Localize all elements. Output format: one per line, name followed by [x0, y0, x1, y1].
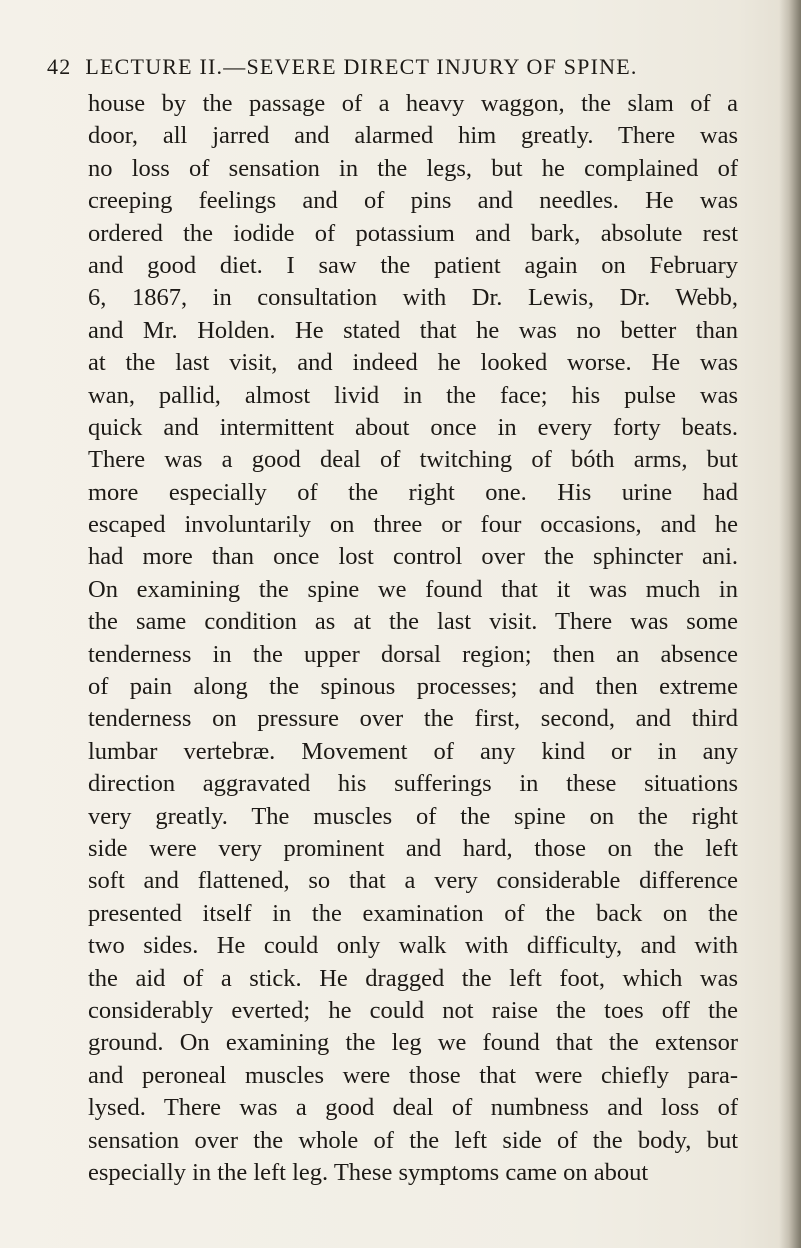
text-line: On examining the spine we found that it was much in: [88, 575, 738, 603]
text-line: house by the passage of a heavy waggon, the slam of a: [88, 90, 738, 117]
text-line: 6, 1867, in consultation with Dr. Lewis, Dr. Webb,: [88, 284, 738, 312]
text-line: wan, pallid, almost livid in the face; his pulse was: [88, 381, 738, 409]
body-text: [88, 88, 738, 1189]
text-line: no loss of sensation in the legs, but he complained of: [88, 154, 738, 182]
text-line: soft and flattened, so that a very considerable difference: [88, 867, 738, 895]
text-line: and peroneal muscles were those that were chiefly para-: [88, 1061, 738, 1089]
text-line: side were very prominent and hard, those on the left: [88, 834, 738, 862]
running-head: [47, 54, 727, 80]
text-line: more especially of the right one. His urine had: [88, 478, 738, 506]
running-title: LECTURE II.—SEVERE DIRECT INJURY OF SPINE.: [85, 54, 638, 79]
text-line: and Mr. Holden. He stated that he was no better than: [88, 316, 738, 344]
text-line: lumbar vertebræ. Movement of any kind or in any: [88, 737, 738, 765]
text-line: ordered the iodide of potassium and bark, absolute rest: [88, 219, 738, 247]
text-line: very greatly. The muscles of the spine on the right: [88, 802, 738, 830]
text-line: considerably everted; he could not raise the toes off the: [88, 996, 738, 1024]
text-line: lysed. There was a good deal of numbness and loss of: [88, 1094, 738, 1122]
text-line: sensation over the whole of the left side of the body, but: [88, 1126, 738, 1154]
text-line: tenderness on pressure over the first, second, and third: [88, 705, 738, 733]
page-edge-shadow: [779, 0, 801, 1248]
text-line: had more than once lost control over the sphincter ani.: [88, 543, 738, 571]
text-line: direction aggravated his sufferings in these situations: [88, 770, 738, 798]
text-line: tenderness in the upper dorsal region; then an absence: [88, 640, 738, 668]
text-line: There was a good deal of twitching of bóth arms, but: [88, 446, 738, 474]
text-line: quick and intermittent about once in every forty beats.: [88, 413, 738, 441]
text-line: two sides. He could only walk with difficulty, and with: [88, 932, 738, 960]
text-line: especially in the left leg. These symptoms came on about: [88, 1158, 649, 1186]
text-line: presented itself in the examination of the back on the: [88, 899, 738, 927]
text-line: at the last visit, and indeed he looked worse. He was: [88, 349, 738, 377]
text-line: of pain along the spinous processes; and then extreme: [88, 673, 738, 701]
page-number: 42: [47, 54, 72, 79]
text-line: door, all jarred and alarmed him greatly. There was: [88, 122, 738, 150]
text-line: the same condition as at the last visit. There was some: [88, 608, 738, 636]
text-line: and good diet. I saw the patient again on February: [88, 251, 738, 279]
text-line: escaped involuntarily on three or four occasions, and he: [88, 511, 738, 539]
text-line: ground. On examining the leg we found that the extensor: [88, 1029, 738, 1057]
text-line: creeping feelings and of pins and needles. He was: [88, 187, 738, 215]
text-line: the aid of a stick. He dragged the left foot, which was: [88, 964, 738, 992]
